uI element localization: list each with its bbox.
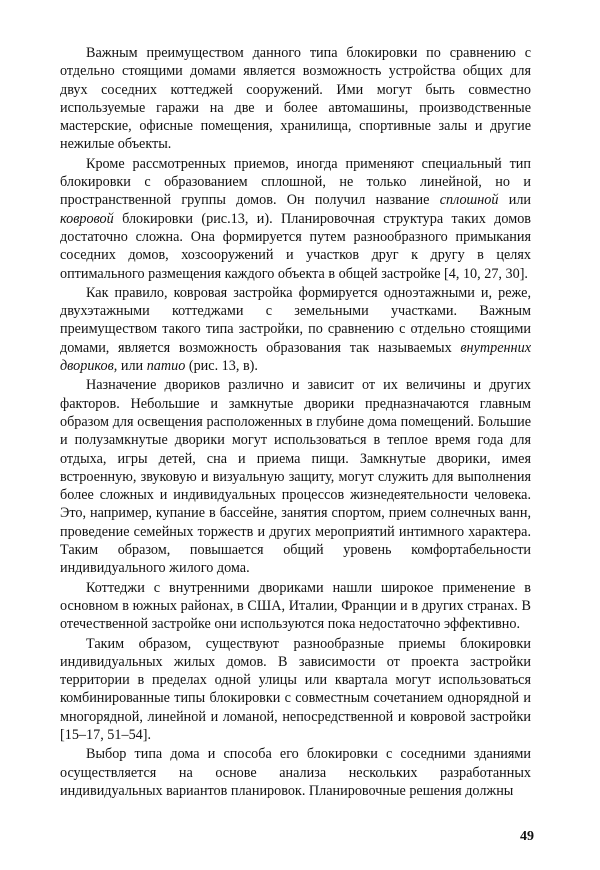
text-run: Важным преимуществом данного типа блокировки по сравнению с отдельно стоящими домами является возможность устройства общих для двух соседних коттеджей сооружений. Ими могут быть совместно используемые гаражи на две и более автомашины, производственные мастерские, офисные помещения, хранилища, спортивные залы и другие нежилые объекты.	[60, 45, 531, 153]
italic-term: патио	[146, 358, 186, 375]
text-run: Как правило, ковровая застройка формируется одноэтажными и, реже, двухэтажными коттеджами с земельными участками. Важным преимуществом такого типа застройки, по сравнению с отдельно стоящими домами, является возможность образования так называемых	[60, 284, 531, 356]
body-text	[60, 44, 531, 801]
page-number: 49	[520, 829, 534, 844]
italic-term: сплошной	[439, 192, 499, 209]
text-run: Выбор типа дома и способа его блокировки с соседними зданиями осуществляется на основе анализа нескольких разработанных индивидуальных вариантов планировок. Планировочные решения должны	[60, 746, 531, 799]
text-run: или	[117, 358, 147, 375]
paragraph	[60, 44, 531, 154]
italic-term: ковровой	[60, 210, 114, 227]
paragraph	[60, 284, 531, 375]
text-run: (рис. 13, в).	[185, 358, 258, 375]
paragraph	[60, 635, 531, 745]
paragraph	[60, 745, 531, 800]
text-run: Таким образом, существуют разнообразные приемы блокировки индивидуальных жилых домов. В зависимости от проекта застройки территории в пределах одной улицы или квартала могут использоваться комбинированные типы блокировки с совместным сочетанием однорядной и многорядной, линейной и ломаной, непосредственной и ковровой застройки [15–17, 51–54].	[60, 635, 531, 743]
text-run: Кроме рассмотренных приемов, иногда применяют специальный тип блокировки с образованием сплошной, не только линейной, но и пространственной группы домов. Он получил название	[60, 155, 531, 209]
text-run: Коттеджи с внутренними двориками нашли широкое применение в основном в южных районах, в США, Италии, Франции и в других странах. В отечественной застройке они используются пока недостаточно эффективно.	[60, 579, 531, 633]
paragraph	[60, 155, 531, 283]
text-run: блокировки (рис.13, и). Планировочная структура таких домов достаточно сложна. Она формируется путем разнообразного примыкания соседних домов, хозсооружений и участков друг к другу в целях оптимального размещения каждого объекта в общей застройке [4, 10, 27, 30].	[60, 210, 531, 282]
text-run: Назначение двориков различно и зависит от их величины и других факторов. Небольшие и замкнутые дворики предназначаются главным образом для освещения расположенных в глубине дома помещений. Большие и полузамкнутые дворики могут использоваться в теплое время года для отдыха, игры детей, сна и приема пищи. Замкнутые дворики, имея встроенную, звуковую и визуальную защиту, могут служить для выполнения более сложных и индивидуальных процессов жизнедеятельности человека. Это, например, купание в бассейне, занятия спортом, прием солнечных ванн, проведение семейных торжеств и других мероприятий интимного характера. Таким образом, повышается общий уровень комфортабельности индивидуального жилого дома.	[60, 377, 531, 577]
italic-term: внутренних двориков,	[60, 339, 531, 375]
paragraph	[60, 376, 531, 577]
text-run: или	[498, 192, 532, 209]
paragraph	[60, 579, 531, 634]
